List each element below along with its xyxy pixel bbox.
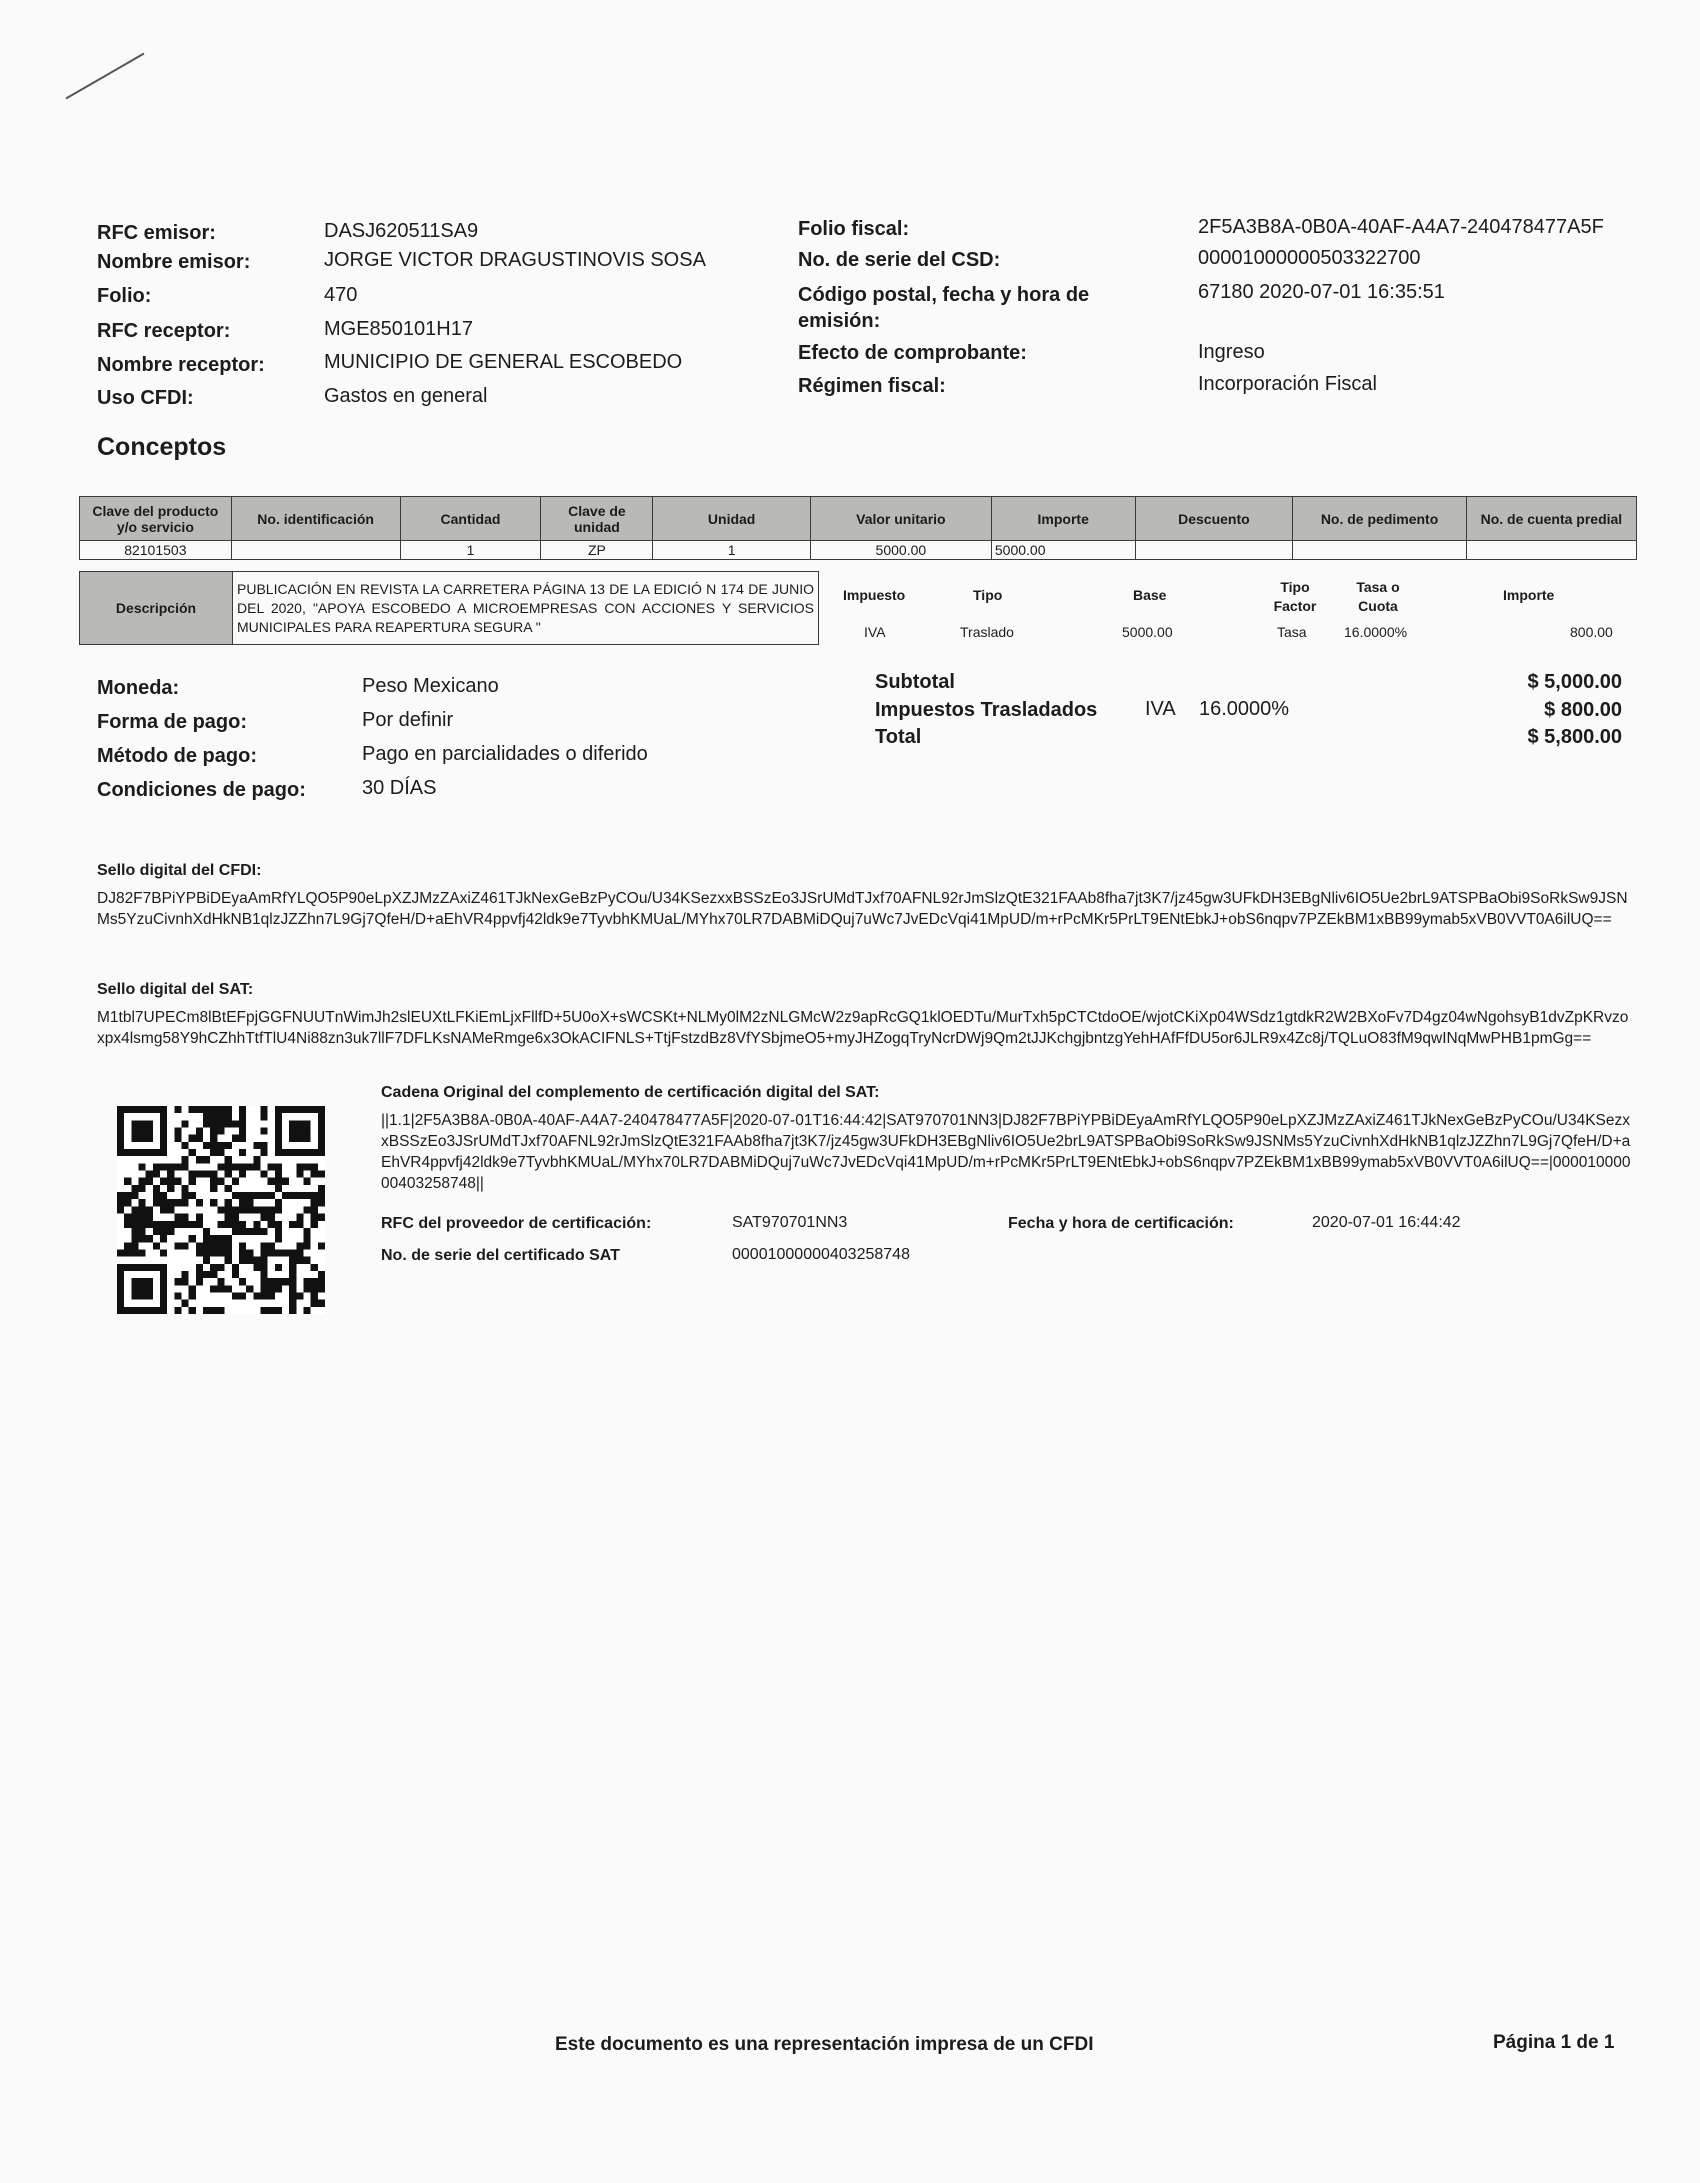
col-pedimento: No. de pedimento xyxy=(1293,497,1466,541)
fecha-cert-label: Fecha y hora de certificación: xyxy=(1008,1215,1234,1232)
rfc-emisor-label: RFC emisor: xyxy=(97,222,216,244)
fecha-cert-value: 2020-07-01 16:44:42 xyxy=(1312,1214,1461,1231)
tax-col-tipo: Tipo xyxy=(973,587,1003,603)
regimen-value: Incorporación Fiscal xyxy=(1198,373,1377,395)
folio-fiscal-label: Folio fiscal: xyxy=(798,218,910,240)
rfc-emisor-value: DASJ620511SA9 xyxy=(324,220,479,242)
cell-unidad: 1 xyxy=(653,541,810,560)
qr-code-graphic xyxy=(117,1106,325,1314)
sello-sat-value: M1tbl7UPECm8lBtEFpjGGFNUUTnWimJh2slEUXtLFKiEmLjxFllfD+5U0oX+sWCSKt+NLMy0lM2zNLGMcW2z9apRcGQ1klOEDTu/MurTxh5pCTCtdoOE/wjotCKiXp04WSdz1gtdkR2W2BXoFv7D4gz04wNgohsyB1dvZpKRvzoxpx4lsmg58Y9hCZhhTtfTlU4Ni88zn3uk7llF7DFLKsNAMeRmge6x3OkACIFNLS+TtjFstzdBz8VfYSbjmeO5+myJHZogqTryNcrDWj9Qm2tJJKchgjbntzgYehHAfFfDU5or6JLR9x4Zc8j/TQLuO83fM9qwINqMwPHB1pmGg== xyxy=(97,1009,1629,1047)
nombre-receptor-label: Nombre receptor: xyxy=(97,354,265,376)
tax-base: 5000.00 xyxy=(1122,624,1173,640)
impuestos-rate: 16.0000% xyxy=(1199,698,1290,720)
cell-cantidad: 1 xyxy=(400,541,541,560)
tax-tipo-factor: Tasa xyxy=(1277,624,1307,640)
tax-col-importe: Importe xyxy=(1503,587,1555,603)
folio-fiscal-value: 2F5A3B8A-0B0A-40AF-A4A7-240478477A5F xyxy=(1198,216,1604,238)
efecto-value: Ingreso xyxy=(1198,341,1265,363)
tax-importe: 800.00 xyxy=(1570,624,1613,640)
conceptos-data-row xyxy=(80,541,1637,560)
impuestos-value: $ 800.00 xyxy=(1544,699,1622,721)
moneda-value: Peso Mexicano xyxy=(362,675,499,697)
regimen-label: Régimen fiscal: xyxy=(798,375,946,397)
col-unidad: Unidad xyxy=(653,497,810,541)
col-cuenta-predial: No. de cuenta predial xyxy=(1466,497,1636,541)
cell-no-identificacion xyxy=(231,541,400,560)
cell-valor-unitario: 5000.00 xyxy=(810,541,991,560)
nombre-receptor-value: MUNICIPIO DE GENERAL ESCOBEDO xyxy=(324,351,683,373)
cell-descuento xyxy=(1135,541,1293,560)
conceptos-title: Conceptos xyxy=(97,433,227,461)
uso-cfdi-value: Gastos en general xyxy=(324,385,488,407)
cadena-label: Cadena Original del complemento de certificación digital del SAT: xyxy=(381,1084,880,1101)
rfc-receptor-label: RFC receptor: xyxy=(97,320,231,342)
rfc-proveedor-value: SAT970701NN3 xyxy=(732,1214,848,1231)
nombre-emisor-label: Nombre emisor: xyxy=(97,251,251,273)
col-clave-unidad: Clave de unidad xyxy=(541,497,653,541)
moneda-label: Moneda: xyxy=(97,677,180,699)
rfc-receptor-value: MGE850101H17 xyxy=(324,318,473,340)
efecto-label: Efecto de comprobante: xyxy=(798,342,1027,364)
tax-col-base: Base xyxy=(1133,587,1167,603)
folio-label: Folio: xyxy=(97,285,152,307)
sello-cfdi-label: Sello digital del CFDI: xyxy=(97,862,262,879)
conceptos-table xyxy=(79,496,1637,560)
descripcion-table xyxy=(79,571,819,645)
impuestos-tax: IVA xyxy=(1145,698,1176,720)
cp-fecha-label: Código postal, fecha y hora de emisión: xyxy=(798,284,1090,332)
cell-clave-producto: 82101503 xyxy=(80,541,232,560)
conceptos-header-row xyxy=(80,497,1637,541)
cell-cuenta-predial xyxy=(1466,541,1636,560)
total-label: Total xyxy=(875,726,922,748)
total-value: $ 5,800.00 xyxy=(1527,726,1622,748)
descripcion-text: PUBLICACIÓN EN REVISTA LA CARRETERA PÁGINA 13 DE LA EDICIÓ N 174 DE JUNIO DEL 2020, "APOYA ESCOBEDO A MICROEMPRESAS CON ACCIONES Y SERVICIOS MUNICIPALES PARA REAPERTURA SEGURA " xyxy=(233,572,819,645)
descripcion-label: Descripción xyxy=(80,572,233,645)
sello-sat-label: Sello digital del SAT: xyxy=(97,981,254,998)
qr-code xyxy=(117,1106,325,1314)
tax-tasa: 16.0000% xyxy=(1344,624,1408,640)
nombre-emisor-value: JORGE VICTOR DRAGUSTINOVIS SOSA xyxy=(324,249,706,271)
cell-pedimento xyxy=(1293,541,1466,560)
folio-value: 470 xyxy=(324,284,358,306)
cadena-value: ||1.1|2F5A3B8A-0B0A-40AF-A4A7-240478477A5F|2020-07-01T16:44:42|SAT970701NN3|DJ82F7BPiYPBiDEyaAmRfYLQO5P90eLpXZJMzZAxiZ461TJkNexGeBzPyCOu/U34KSezxxBSSzEo3JSrUMdTJxf70AFNL92rJmSlzQtE321FAAb8fha7jt3K7/jz45gw3UFkDH3EBgNliv6IO5Ue2brL9ATSPBaObi9SoRkSw9JSNMs5YzuCivnhXdHkNB1qlzJZZhn7L9Gj7QfeH/D+aEhVR4ppvfj42ldk9e7TyvbhKMUaL/MYhx70LR7DABMiDQuj7uWc7JvEDcVqi41MpUD/m+rPcMKr5PrLT9ENtEbkJ+obS6nqpv7PZEkBM1xBB99ymab5xVB0VVT0A6ilUQ==|00001000000403258748|| xyxy=(381,1112,1631,1192)
footer-note: Este documento es una representación impresa de un CFDI xyxy=(555,2034,1094,2055)
sello-cfdi-value: DJ82F7BPiYPBiDEyaAmRfYLQO5P90eLpXZJMzZAxiZ461TJkNexGeBzPyCOu/U34KSezxxBSSzEo3JSrUMdTJxf70AFNL92rJmSlzQtE321FAAb8fha7jt3K7/jz45gw3UFkDH3EBgNliv6IO5Ue2brL9ATSPBaObi9SoRkSw9JSNMs5YzuCivnhXdHkNB1qlzJZZhn7L9Gj7QfeH/D+aEhVR4ppvfj42ldk9e7TyvbhKMUaL/MYhx70LR7DABMiDQuj7uWc7JvEDcVqi41MpUD/m+rPcMKr5PrLT9ENtEbkJ+obS6nqpv7PZEkBM1xBB99ymab5xVB0VVT0A6ilUQ== xyxy=(97,890,1628,928)
tax-tipo: Traslado xyxy=(960,624,1014,640)
serie-cert-value: 00001000000403258748 xyxy=(732,1246,910,1263)
col-valor-unitario: Valor unitario xyxy=(810,497,991,541)
metodo-pago-value: Pago en parcialidades o diferido xyxy=(362,743,648,765)
col-importe: Importe xyxy=(991,497,1135,541)
condiciones-label: Condiciones de pago: xyxy=(97,779,306,801)
col-descuento: Descuento xyxy=(1135,497,1293,541)
tax-col-impuesto: Impuesto xyxy=(843,587,906,603)
col-cantidad: Cantidad xyxy=(400,497,541,541)
tax-col-tipo-factor: Tipo Factor xyxy=(1273,579,1317,614)
uso-cfdi-label: Uso CFDI: xyxy=(97,387,194,409)
condiciones-value: 30 DÍAS xyxy=(362,777,437,799)
serie-csd-value: 00001000000503322700 xyxy=(1198,247,1421,269)
impuestos-label: Impuestos Trasladados xyxy=(875,699,1098,721)
forma-pago-value: Por definir xyxy=(362,709,454,731)
col-no-identificacion: No. identificación xyxy=(231,497,400,541)
cell-clave-unidad: ZP xyxy=(541,541,653,560)
rfc-proveedor-label: RFC del proveedor de certificación: xyxy=(381,1215,652,1232)
forma-pago-label: Forma de pago: xyxy=(97,711,248,733)
cp-fecha-value: 67180 2020-07-01 16:35:51 xyxy=(1198,281,1445,303)
col-clave-producto: Clave del producto y/o servicio xyxy=(80,497,232,541)
cell-importe: 5000.00 xyxy=(991,541,1135,560)
page-number: Página 1 de 1 xyxy=(1493,2032,1615,2053)
pen-scratch xyxy=(66,53,145,100)
metodo-pago-label: Método de pago: xyxy=(97,745,257,767)
subtotal-value: $ 5,000.00 xyxy=(1527,671,1622,693)
serie-csd-label: No. de serie del CSD: xyxy=(798,249,1001,271)
subtotal-label: Subtotal xyxy=(875,671,955,693)
serie-cert-label: No. de serie del certificado SAT xyxy=(381,1247,620,1264)
tax-col-tasa-cuota: Tasa o Cuota xyxy=(1356,579,1400,614)
tax-impuesto: IVA xyxy=(864,624,886,640)
